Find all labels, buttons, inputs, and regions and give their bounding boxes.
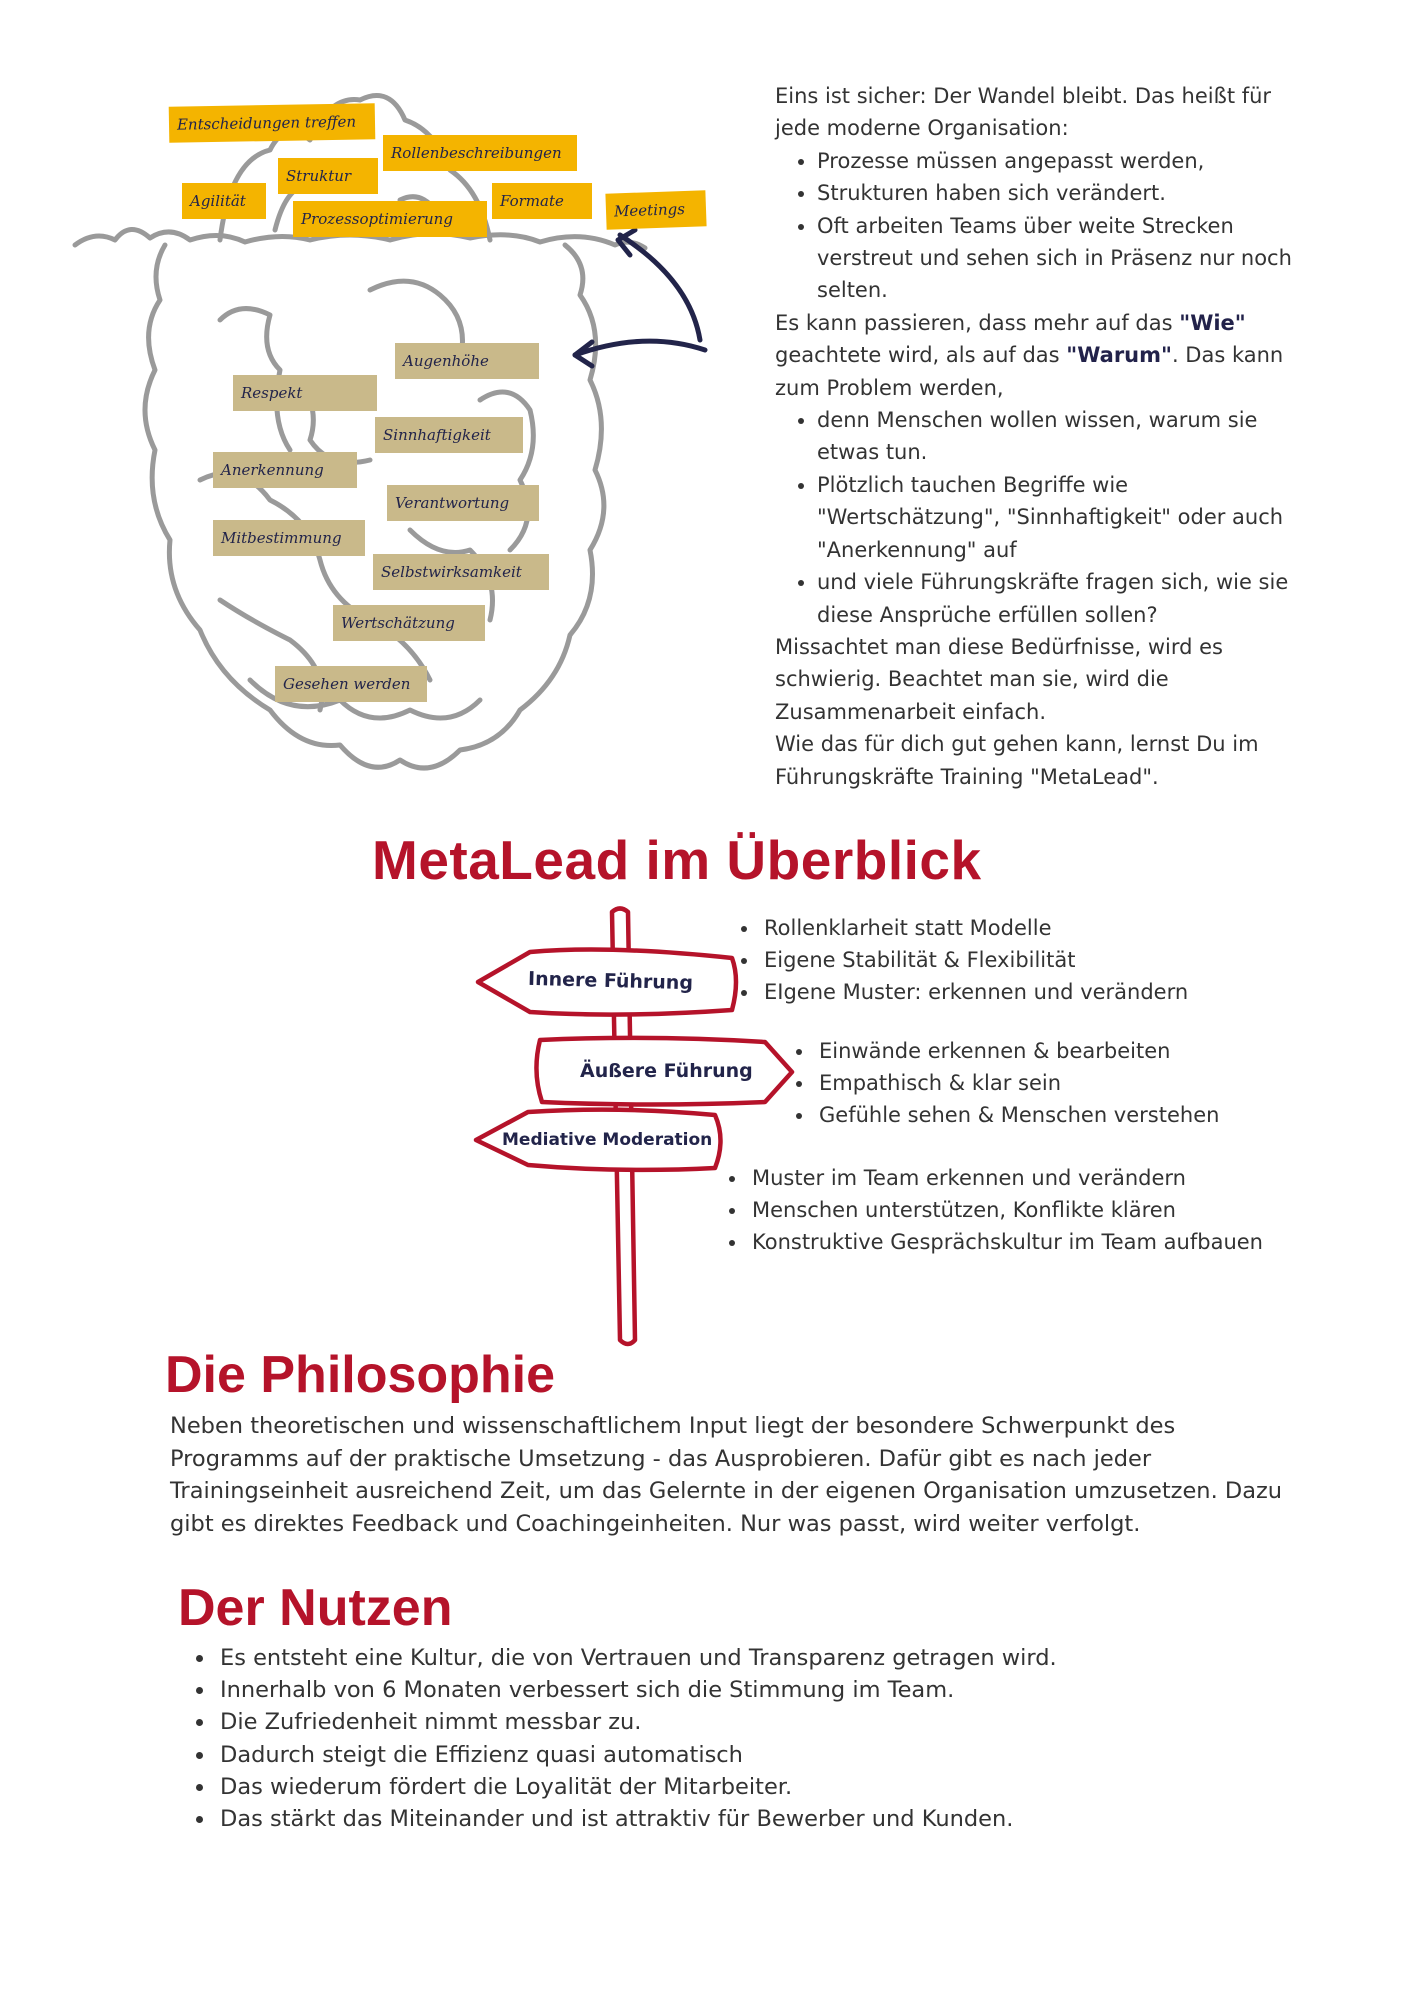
intro-emphasis-warum: "Warum"	[1066, 343, 1172, 368]
intro-paragraph-3: Missachtet man diese Bedürfnisse, wird es schwierig. Beachtet man sie, wird die Zusammenarbeit einfach.	[775, 634, 1223, 724]
iceberg-note-struktur: Struktur	[278, 158, 378, 194]
philosophy-text: Neben theoretischen und wissenschaftlichem Input liegt der besondere Schwerpunkt des Programms auf der praktische Umsetzung - das Ausprobieren. Dafür gibt es nach jeder Trainingseinheit ausreichend Zeit, um das Gelernte in der eigenen Organisation umzusetzen. Dazu gibt es direktes Feedback und Coachingeinheiten. Nur was passt, wird weiter verfolgt.	[170, 1413, 1283, 1537]
intro-emphasis-wie: "Wie"	[1179, 310, 1246, 335]
list-item: • Einwände erkennen & bearbeiten	[815, 1035, 1219, 1067]
list-item: • Konstruktive Gesprächskultur im Team aufbauen	[748, 1226, 1263, 1258]
iceberg-note-wertschaetzung: Wertschätzung	[333, 605, 485, 641]
iceberg-note-mitbestimmung: Mitbestimmung	[213, 520, 365, 556]
list-item: • Plötzlich tauchen Begriffe wie "Wertschätzung", "Sinnhaftigkeit" oder auch "Anerkennung" auf	[817, 469, 1295, 566]
sign-aeussere-fuehrung: Äußere Führung	[580, 1060, 753, 1082]
iceberg-illustration	[70, 80, 710, 820]
intro-list-2	[775, 404, 1295, 631]
sign-mediative-moderation: Mediative Moderation	[502, 1130, 713, 1150]
list-item: • Empathisch & klar sein	[815, 1067, 1219, 1099]
iceberg-note-respekt: Respekt	[233, 375, 377, 411]
list-item: • Gefühle sehen & Menschen verstehen	[815, 1099, 1219, 1131]
iceberg-note-rollenbeschreibungen: Rollenbeschreibungen	[383, 135, 577, 171]
benefit-title: Der Nutzen	[178, 1579, 453, 1637]
sign-innere-fuehrung: Innere Führung	[527, 967, 694, 995]
iceberg-note-entscheidungen: Entscheidungen treffen	[169, 103, 376, 143]
iceberg-note-meetings: Meetings	[605, 190, 706, 229]
overview-title: MetaLead im Überblick	[372, 829, 982, 891]
overview-list-mediation	[722, 1162, 1263, 1258]
list-item: • Das wiederum fördert die Loyalität der Mitarbeiter.	[216, 1771, 1057, 1803]
iceberg-note-agilitaet: Agilität	[182, 183, 266, 219]
overview-list-outer	[789, 1035, 1219, 1131]
iceberg-note-prozessoptimierung: Prozessoptimierung	[293, 201, 487, 237]
list-item: • Strukturen haben sich verändert.	[817, 177, 1295, 209]
intro-text	[775, 80, 1295, 793]
iceberg-note-anerkennung: Anerkennung	[213, 452, 357, 488]
iceberg-note-augenhoehe: Augenhöhe	[395, 343, 539, 379]
iceberg-note-formate: Formate	[492, 183, 592, 219]
intro-text-fragment: Es kann passieren, dass mehr auf das	[775, 310, 1180, 335]
list-item: • Innerhalb von 6 Monaten verbessert sich die Stimmung im Team.	[216, 1674, 1057, 1706]
benefit-list	[180, 1642, 1057, 1835]
list-item: • Eigene Stabilität & Flexibilität	[760, 944, 1188, 976]
intro-paragraph-2	[775, 307, 1295, 404]
list-item: • Prozesse müssen angepasst werden,	[817, 145, 1295, 177]
list-item: • Oft arbeiten Teams über weite Strecken verstreut und sehen sich in Präsenz nur noch selten.	[817, 210, 1295, 307]
list-item: • Rollenklarheit statt Modelle	[760, 912, 1188, 944]
intro-text-fragment: . Das kann zum Problem werden,	[775, 343, 1284, 400]
overview-list-inner	[734, 912, 1188, 1008]
iceberg-note-gesehen-werden: Gesehen werden	[275, 666, 427, 702]
iceberg-note-sinnhaftigkeit: Sinnhaftigkeit	[375, 417, 523, 453]
list-item: • Menschen unterstützen, Konflikte klären	[748, 1194, 1263, 1226]
iceberg-note-selbstwirksamkeit: Selbstwirksamkeit	[373, 554, 549, 590]
intro-text-fragment: geachtete wird, als auf das	[775, 343, 1067, 368]
intro-list-1	[775, 145, 1295, 307]
iceberg-note-verantwortung: Verantwortung	[387, 485, 539, 521]
list-item: • Das stärkt das Miteinander und ist attraktiv für Bewerber und Kunden.	[216, 1803, 1057, 1835]
list-item: • und viele Führungskräfte fragen sich, wie sie diese Ansprüche erfüllen sollen?	[817, 566, 1295, 631]
list-item: • denn Menschen wollen wissen, warum sie etwas tun.	[817, 404, 1295, 469]
philosophy-title: Die Philosophie	[165, 1346, 556, 1404]
list-item: • Muster im Team erkennen und verändern	[748, 1162, 1263, 1194]
intro-paragraph-1: Eins ist sicher: Der Wandel bleibt. Das heißt für jede moderne Organisation:	[775, 84, 1272, 141]
intro-paragraph-4: Wie das für dich gut gehen kann, lernst Du im Führungskräfte Training "MetaLead".	[775, 732, 1259, 789]
list-item: • Die Zufriedenheit nimmt messbar zu.	[216, 1706, 1057, 1738]
list-item: • EIgene Muster: erkennen und verändern	[760, 976, 1188, 1008]
list-item: • Dadurch steigt die Effizienz quasi automatisch	[216, 1739, 1057, 1771]
list-item: • Es entsteht eine Kultur, die von Vertrauen und Transparenz getragen wird.	[216, 1642, 1057, 1674]
